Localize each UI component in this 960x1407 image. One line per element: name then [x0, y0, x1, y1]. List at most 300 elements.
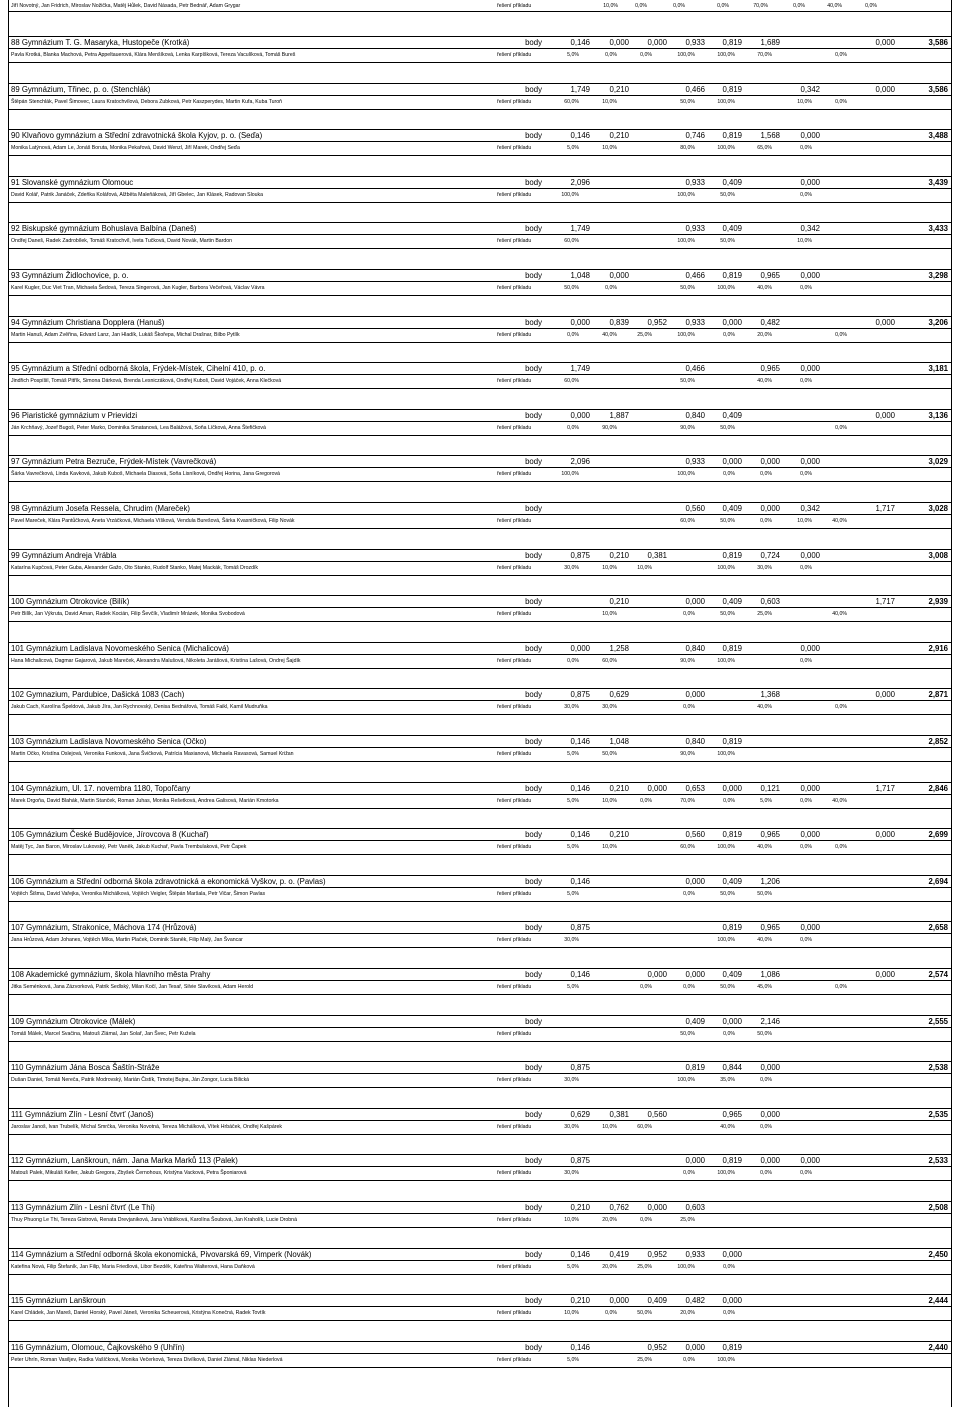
total-score: 3,298	[928, 271, 948, 280]
score-value: 0,629	[570, 1110, 590, 1119]
percent-value: 100,0%	[717, 844, 735, 850]
percent-value: 20,0%	[680, 1310, 695, 1316]
score-value: 0,146	[570, 830, 590, 839]
score-value: 0,839	[609, 318, 629, 327]
team-members-row	[9, 655, 951, 669]
score-value: 1,717	[875, 597, 895, 606]
score-value: 0,409	[722, 877, 742, 886]
score-value: 0,409	[722, 224, 742, 233]
team-members-row	[9, 888, 951, 902]
percent-value: 5,0%	[567, 1357, 579, 1363]
percent-value: 30,0%	[564, 1124, 579, 1130]
total-score: 3,008	[928, 551, 948, 560]
score-value: 0,000	[875, 690, 895, 699]
reseni-label: řešení příkladu	[497, 332, 532, 338]
total-score: 3,029	[928, 457, 948, 466]
percent-value: 80,0%	[680, 145, 695, 151]
team-members-row	[9, 142, 951, 156]
team-members-row	[9, 329, 951, 343]
first-row-percent: 0,0%	[793, 3, 805, 9]
reseni-label: řešení příkladu	[497, 192, 532, 198]
score-value: 0,844	[722, 1063, 742, 1072]
percent-value: 0,0%	[640, 798, 652, 804]
total-score: 2,939	[928, 597, 948, 606]
body-label: body	[525, 318, 542, 327]
percent-value: 10,0%	[602, 99, 617, 105]
team-members: Petr Bilík, Jan Výkruta, David Aman, Radek Kocián, Filip Ševčík, Vladimír Mrázek, Monika Svobodová	[11, 611, 245, 617]
percent-value: 50,0%	[720, 518, 735, 524]
score-value: 0,342	[800, 504, 820, 513]
team-header	[9, 269, 951, 282]
team-members: Jana Hrůzová, Adam Johanes, Vojtěch Míka, Martin Plaček, Dominik Staněk, Filip Malý, Jan Švancar	[11, 937, 243, 943]
score-value: 0,000	[570, 644, 590, 653]
first-row-percent: 0,0%	[673, 3, 685, 9]
total-score: 2,444	[928, 1296, 948, 1305]
score-value: 0,762	[609, 1203, 629, 1212]
score-value: 0,840	[685, 411, 705, 420]
reseni-label: řešení příkladu	[497, 52, 532, 58]
percent-value: 0,0%	[683, 1170, 695, 1176]
team-header	[9, 1108, 951, 1121]
total-score: 2,916	[928, 644, 948, 653]
percent-value: 40,0%	[757, 378, 772, 384]
team-name: 99 Gymnázium Andreja Vrábla	[11, 551, 117, 560]
team-header	[9, 735, 951, 748]
percent-value: 100,0%	[717, 565, 735, 571]
percent-value: 0,0%	[683, 1357, 695, 1363]
percent-value: 0,0%	[723, 471, 735, 477]
score-value: 0,933	[685, 318, 705, 327]
percent-value: 0,0%	[835, 99, 847, 105]
percent-value: 5,0%	[567, 798, 579, 804]
total-score: 3,181	[928, 364, 948, 373]
percent-value: 30,0%	[564, 704, 579, 710]
percent-value: 0,0%	[800, 1170, 812, 1176]
body-label: body	[525, 551, 542, 560]
score-value: 0,409	[722, 178, 742, 187]
team-name: 103 Gymnázium Ladislava Novomeského Senica (Očko)	[11, 737, 207, 746]
score-value: 0,121	[760, 784, 780, 793]
reseni-label: řešení příkladu	[497, 1217, 532, 1223]
score-value: 0,000	[685, 690, 705, 699]
percent-value: 50,0%	[720, 238, 735, 244]
first-row-names: Jiří Novotný, Jan Fridrich, Miroslav Nožička, Matěj Hůlek, David Násada, Petr Bednář, Adam Grygar	[11, 3, 241, 9]
percent-value: 30,0%	[564, 937, 579, 943]
percent-value: 100,0%	[677, 238, 695, 244]
score-value: 0,210	[570, 1203, 590, 1212]
team-members: Thuy Phuong Le Thi, Tereza Gistrová, Renata Drevjaniková, Jana Vrábliková, Karolína Šoubová, Jan Kraholík, Lucie Drobná	[11, 1217, 297, 1223]
total-score: 2,658	[928, 923, 948, 932]
percent-value: 0,0%	[723, 1264, 735, 1270]
team-name: 107 Gymnázium, Strakonice, Máchova 174 (Hrůzová)	[11, 923, 197, 932]
percent-value: 100,0%	[677, 192, 695, 198]
score-value: 0,146	[570, 877, 590, 886]
percent-value: 100,0%	[717, 52, 735, 58]
score-value: 0,000	[800, 178, 820, 187]
score-value: 0,381	[609, 1110, 629, 1119]
total-score: 2,450	[928, 1250, 948, 1259]
percent-value: 5,0%	[567, 891, 579, 897]
percent-value: 10,0%	[637, 565, 652, 571]
team-members: Jitka Seménková, Jana Zázvorková, Patrik Sedlský, Milan Kočí, Jan Tesař, Silvie Slavíková, Adam Herold	[11, 984, 254, 990]
team-members-row	[9, 608, 951, 622]
score-value: 0,819	[722, 644, 742, 653]
percent-value: 20,0%	[602, 1217, 617, 1223]
percent-value: 10,0%	[602, 844, 617, 850]
percent-value: 0,0%	[567, 332, 579, 338]
reseni-label: řešení příkladu	[497, 798, 532, 804]
team-name: 104 Gymnázium, Ul. 17. novembra 1180, Topoľčany	[11, 784, 191, 793]
percent-value: 0,0%	[567, 658, 579, 664]
team-name: 90 Klvaňovo gymnázium a Střední zdravotnická škola Kyjov, p. o. (Seďa)	[11, 131, 263, 140]
score-value: 0,146	[570, 38, 590, 47]
score-value: 0,965	[760, 923, 780, 932]
body-label: body	[525, 737, 542, 746]
team-members: Kateřina Nová, Filip Štefaník, Jan Filip, Maria Friedlová, Libor Bezděk, Kateřina Walterová, Hana Daňková	[11, 1264, 255, 1270]
percent-value: 50,0%	[602, 751, 617, 757]
total-score: 3,586	[928, 85, 948, 94]
team-header	[9, 409, 951, 422]
team-members: Martin Očko, Kristína Oslejová, Veronika Funková, Jana Švičková, Patrícia Maxianová, Michaela Ravasová, Samuel Križan	[11, 751, 294, 757]
team-members: Štěpán Stenchlák, Pavel Šimovec, Laura Kratochvílová, Debora Zubková, Petr Kaszperydes, Martin Kufa, Kuba Turoň	[11, 99, 283, 105]
body-label: body	[525, 224, 542, 233]
score-value: 0,409	[722, 504, 742, 513]
percent-value: 10,0%	[602, 1124, 617, 1130]
percent-value: 30,0%	[564, 1077, 579, 1083]
results-page	[8, 0, 952, 1407]
score-value: 0,000	[875, 85, 895, 94]
team-members-row	[9, 49, 951, 63]
percent-value: 0,0%	[835, 52, 847, 58]
team-members-row	[9, 934, 951, 948]
score-value: 0,000	[685, 1156, 705, 1165]
percent-value: 60,0%	[564, 99, 579, 105]
body-label: body	[525, 271, 542, 280]
score-value: 0,000	[609, 271, 629, 280]
team-header	[9, 1201, 951, 1214]
team-header	[9, 455, 951, 468]
team-members-row	[9, 375, 951, 389]
percent-value: 60,0%	[564, 238, 579, 244]
team-members-row	[9, 795, 951, 809]
percent-value: 0,0%	[800, 658, 812, 664]
score-value: 0,146	[570, 131, 590, 140]
score-value: 0,409	[722, 970, 742, 979]
percent-value: 10,0%	[602, 611, 617, 617]
percent-value: 5,0%	[567, 52, 579, 58]
team-members: Pavel Mareček, Klára Pantůčková, Aneta Vrzáčková, Michaela Víšková, Vendula Burešová, Šárka Kvasničková, Filip Novák	[11, 518, 295, 524]
score-value: 1,749	[570, 364, 590, 373]
percent-value: 100,0%	[717, 751, 735, 757]
team-header	[9, 968, 951, 981]
score-value: 0,210	[570, 1296, 590, 1305]
percent-value: 0,0%	[567, 425, 579, 431]
score-value: 0,000	[647, 38, 667, 47]
total-score: 3,136	[928, 411, 948, 420]
score-value: 0,819	[722, 85, 742, 94]
score-value: 0,952	[647, 1250, 667, 1259]
score-value: 0,342	[800, 224, 820, 233]
team-name: 94 Gymnázium Christiana Dopplera (Hanuš)	[11, 318, 165, 327]
score-value: 2,146	[760, 1017, 780, 1026]
score-value: 0,000	[760, 504, 780, 513]
score-value: 0,482	[685, 1296, 705, 1305]
team-header	[9, 222, 951, 235]
body-label: body	[525, 1017, 542, 1026]
percent-value: 0,0%	[640, 1217, 652, 1223]
score-value: 0,210	[609, 131, 629, 140]
reseni-label: řešení příkladu	[497, 751, 532, 757]
percent-value: 0,0%	[760, 1124, 772, 1130]
team-members: Šárka Vavrečková, Linda Kavková, Jakub Kuboš, Michaela Diasová, Soňa Lisníková, Ondřej Horina, Jana Gregorová	[11, 471, 280, 477]
percent-value: 50,0%	[680, 1031, 695, 1037]
percent-value: 30,0%	[602, 704, 617, 710]
team-members-row	[9, 701, 951, 715]
reseni-label: řešení příkladu	[497, 658, 532, 664]
team-members-row	[9, 841, 951, 855]
total-score: 3,433	[928, 224, 948, 233]
team-header	[9, 316, 951, 329]
body-label: body	[525, 178, 542, 187]
score-value: 0,000	[875, 411, 895, 420]
reseni-label: řešení příkladu	[497, 611, 532, 617]
team-header	[9, 828, 951, 841]
score-value: 0,819	[685, 1063, 705, 1072]
percent-value: 70,0%	[757, 52, 772, 58]
score-value: 1,717	[875, 784, 895, 793]
team-members: Jaroslav Janoš, Ivan Trubelík, Michal Smrčka, Veronika Novotná, Tereza Michálková, Vítek Hrbáček, Ondřej Kašpárek	[11, 1124, 282, 1130]
percent-value: 10,0%	[564, 1310, 579, 1316]
percent-value: 60,0%	[680, 844, 695, 850]
score-value: 0,000	[722, 1250, 742, 1259]
team-members-row	[9, 1307, 951, 1321]
total-score: 2,440	[928, 1343, 948, 1352]
percent-value: 0,0%	[640, 984, 652, 990]
team-header	[9, 129, 951, 142]
score-value: 0,146	[570, 970, 590, 979]
percent-value: 30,0%	[564, 1170, 579, 1176]
score-value: 0,965	[760, 830, 780, 839]
percent-value: 0,0%	[683, 984, 695, 990]
total-score: 2,846	[928, 784, 948, 793]
team-header	[9, 549, 951, 562]
team-header	[9, 1154, 951, 1167]
reseni-label: řešení příkladu	[497, 145, 532, 151]
score-value: 0,603	[685, 1203, 705, 1212]
score-value: 0,560	[647, 1110, 667, 1119]
team-members-row	[9, 515, 951, 529]
percent-value: 45,0%	[757, 984, 772, 990]
score-value: 0,210	[609, 85, 629, 94]
total-score: 2,535	[928, 1110, 948, 1119]
percent-value: 0,0%	[683, 891, 695, 897]
team-name: 115 Gymnázium Lanškroun	[11, 1296, 106, 1305]
score-value: 0,746	[685, 131, 705, 140]
body-label: body	[525, 784, 542, 793]
score-value: 1,258	[609, 644, 629, 653]
percent-value: 25,0%	[757, 611, 772, 617]
percent-value: 30,0%	[564, 565, 579, 571]
team-members: Peter Uhrín, Roman Vasiljev, Radka Vašíčková, Monika Večerková, Tereza Divílková, Daniel Zlámal, Niklas Niederlová	[11, 1357, 283, 1363]
reseni-label: řešení příkladu	[497, 518, 532, 524]
team-header	[9, 642, 951, 655]
score-value: 1,568	[760, 131, 780, 140]
team-members-row	[9, 981, 951, 995]
percent-value: 100,0%	[677, 1077, 695, 1083]
score-value: 0,965	[722, 1110, 742, 1119]
percent-value: 0,0%	[835, 984, 847, 990]
reseni-label: řešení příkladu	[497, 984, 532, 990]
team-members: Vojtěch Šišma, David Vařejka, Veronika Michálková, Vojtěch Veigler, Štěpán Maršala, Petr Vičar, Šimon Pavlas	[11, 891, 266, 897]
percent-value: 5,0%	[567, 1264, 579, 1270]
score-value: 1,368	[760, 690, 780, 699]
score-value: 0,000	[647, 784, 667, 793]
percent-value: 0,0%	[835, 704, 847, 710]
team-header	[9, 921, 951, 934]
score-value: 0,146	[570, 737, 590, 746]
score-value: 0,933	[685, 1250, 705, 1259]
body-label: body	[525, 1063, 542, 1072]
percent-value: 100,0%	[717, 1170, 735, 1176]
percent-value: 0,0%	[800, 798, 812, 804]
score-value: 0,342	[800, 85, 820, 94]
percent-value: 50,0%	[720, 611, 735, 617]
score-value: 1,749	[570, 224, 590, 233]
team-name: 95 Gymnázium a Střední odborná škola, Frýdek-Místek, Cihelní 410, p. o.	[11, 364, 266, 373]
team-members: Pavla Krotká, Blanka Machová, Petra Appeltauerová, Klára Menšíková, Lenka Karpíšková, Tereza Vaculíková, Tomáš Bureš	[11, 52, 296, 58]
team-name: 91 Slovanské gymnázium Olomouc	[11, 178, 134, 187]
percent-value: 0,0%	[640, 52, 652, 58]
score-value: 1,086	[760, 970, 780, 979]
percent-value: 5,0%	[567, 984, 579, 990]
score-value: 0,840	[685, 644, 705, 653]
score-value: 0,965	[760, 271, 780, 280]
team-members-row	[9, 1261, 951, 1275]
first-row-percent: 40,0%	[827, 3, 842, 9]
percent-value: 10,0%	[602, 565, 617, 571]
percent-value: 60,0%	[680, 518, 695, 524]
team-name: 97 Gymnázium Petra Bezruče, Frýdek-Místek (Vavrečková)	[11, 457, 217, 466]
percent-value: 50,0%	[680, 378, 695, 384]
percent-value: 40,0%	[757, 285, 772, 291]
team-header	[9, 362, 951, 375]
percent-value: 0,0%	[683, 611, 695, 617]
team-name: 101 Gymnázium Ladislava Novomeského Senica (Michalicová)	[11, 644, 229, 653]
reseni-label: řešení příkladu	[497, 425, 532, 431]
percent-value: 10,0%	[602, 145, 617, 151]
percent-value: 40,0%	[757, 844, 772, 850]
team-name: 93 Gymnázium Židlochovice, p. o.	[11, 271, 129, 280]
percent-value: 50,0%	[720, 891, 735, 897]
score-value: 0,819	[722, 131, 742, 140]
percent-value: 100,0%	[677, 332, 695, 338]
percent-value: 10,0%	[797, 238, 812, 244]
score-value: 1,887	[609, 411, 629, 420]
team-header	[9, 1341, 951, 1354]
score-value: 0,210	[609, 830, 629, 839]
total-score: 3,488	[928, 131, 948, 140]
team-header	[9, 1248, 951, 1261]
reseni-label: řešení příkladu	[497, 238, 532, 244]
score-value: 0,000	[685, 970, 705, 979]
body-label: body	[525, 597, 542, 606]
team-name: 114 Gymnázium a Střední odborná škola ekonomická, Pivovarská 69, Vimperk (Novák)	[11, 1250, 312, 1259]
team-name: 98 Gymnázium Josefa Ressela, Chrudim (Mareček)	[11, 504, 190, 513]
score-value: 0,466	[685, 364, 705, 373]
total-score: 2,538	[928, 1063, 948, 1072]
team-members-row	[9, 1074, 951, 1088]
score-value: 1,717	[875, 504, 895, 513]
score-value: 0,000	[800, 457, 820, 466]
percent-value: 50,0%	[720, 425, 735, 431]
team-name: 116 Gymnázium, Olomouc, Čajkovského 9 (Uhřín)	[11, 1343, 185, 1352]
percent-value: 25,0%	[637, 1357, 652, 1363]
percent-value: 5,0%	[567, 844, 579, 850]
percent-value: 5,0%	[567, 145, 579, 151]
total-score: 2,508	[928, 1203, 948, 1212]
score-value: 0,819	[722, 271, 742, 280]
score-value: 0,000	[800, 364, 820, 373]
percent-value: 50,0%	[680, 99, 695, 105]
percent-value: 0,0%	[683, 704, 695, 710]
team-members-row	[9, 1167, 951, 1181]
reseni-label: řešení příkladu	[497, 1264, 532, 1270]
percent-value: 50,0%	[637, 1310, 652, 1316]
score-value: 0,000	[609, 38, 629, 47]
score-value: 0,000	[760, 457, 780, 466]
team-members-row	[9, 562, 951, 576]
team-members: Marek Drgoňa, David Blahák, Martin Stanček, Roman Juhas, Monika Rešetková, Andrea Galisová, Marián Kmotorka	[11, 798, 279, 804]
score-value: 0,000	[570, 318, 590, 327]
score-value: 0,000	[647, 1203, 667, 1212]
score-value: 0,000	[800, 830, 820, 839]
percent-value: 0,0%	[760, 1170, 772, 1176]
score-value: 0,146	[570, 1250, 590, 1259]
team-members: Martin Hanuš, Adam Zvěřina, Edvard Lanz, Jan Hladík, Lukáš Škořepa, Michal Drašnar, Bilbo Pytlík	[11, 332, 240, 338]
reseni-label: řešení příkladu	[497, 704, 532, 710]
percent-value: 0,0%	[800, 192, 812, 198]
score-value: 0,000	[685, 597, 705, 606]
score-value: 2,096	[570, 457, 590, 466]
percent-value: 50,0%	[564, 285, 579, 291]
team-members-row	[9, 1028, 951, 1042]
team-name: 96 Piaristické gymnázium v Prievidzi	[11, 411, 138, 420]
body-label: body	[525, 457, 542, 466]
score-value: 0,965	[760, 364, 780, 373]
team-members-row	[9, 1121, 951, 1135]
score-value: 0,381	[647, 551, 667, 560]
score-value: 0,210	[609, 551, 629, 560]
team-header	[9, 502, 951, 515]
body-label: body	[525, 923, 542, 932]
first-row-line	[9, 0, 951, 12]
percent-value: 0,0%	[760, 1077, 772, 1083]
percent-value: 30,0%	[757, 565, 772, 571]
body-label: body	[525, 1343, 542, 1352]
team-name: 111 Gymnázium Zlín - Lesní čtvrť (Janoš)	[11, 1110, 154, 1119]
team-name: 106 Gymnázium a Střední odborná škola zdravotnická a ekonomická Vyškov, p. o. (Pavlas)	[11, 877, 326, 886]
reseni-label: řešení příkladu	[497, 1170, 532, 1176]
score-value: 0,210	[609, 597, 629, 606]
score-value: 1,689	[760, 38, 780, 47]
team-members: David Kolář, Patrik Janáček, Zdeňka Kolářová, Alžběta Maleňáková, Jiří Gbelec, Jan Klásek, Radovan Slouka	[11, 192, 264, 198]
team-name: 89 Gymnázium, Třinec, p. o. (Stenchlák)	[11, 85, 151, 94]
score-value: 0,000	[760, 1063, 780, 1072]
percent-value: 0,0%	[605, 1310, 617, 1316]
score-value: 0,146	[570, 1343, 590, 1352]
score-value: 0,819	[722, 551, 742, 560]
team-name: 112 Gymnázium, Lanškroun, nám. Jana Marka Marků 113 (Palek)	[11, 1156, 238, 1165]
